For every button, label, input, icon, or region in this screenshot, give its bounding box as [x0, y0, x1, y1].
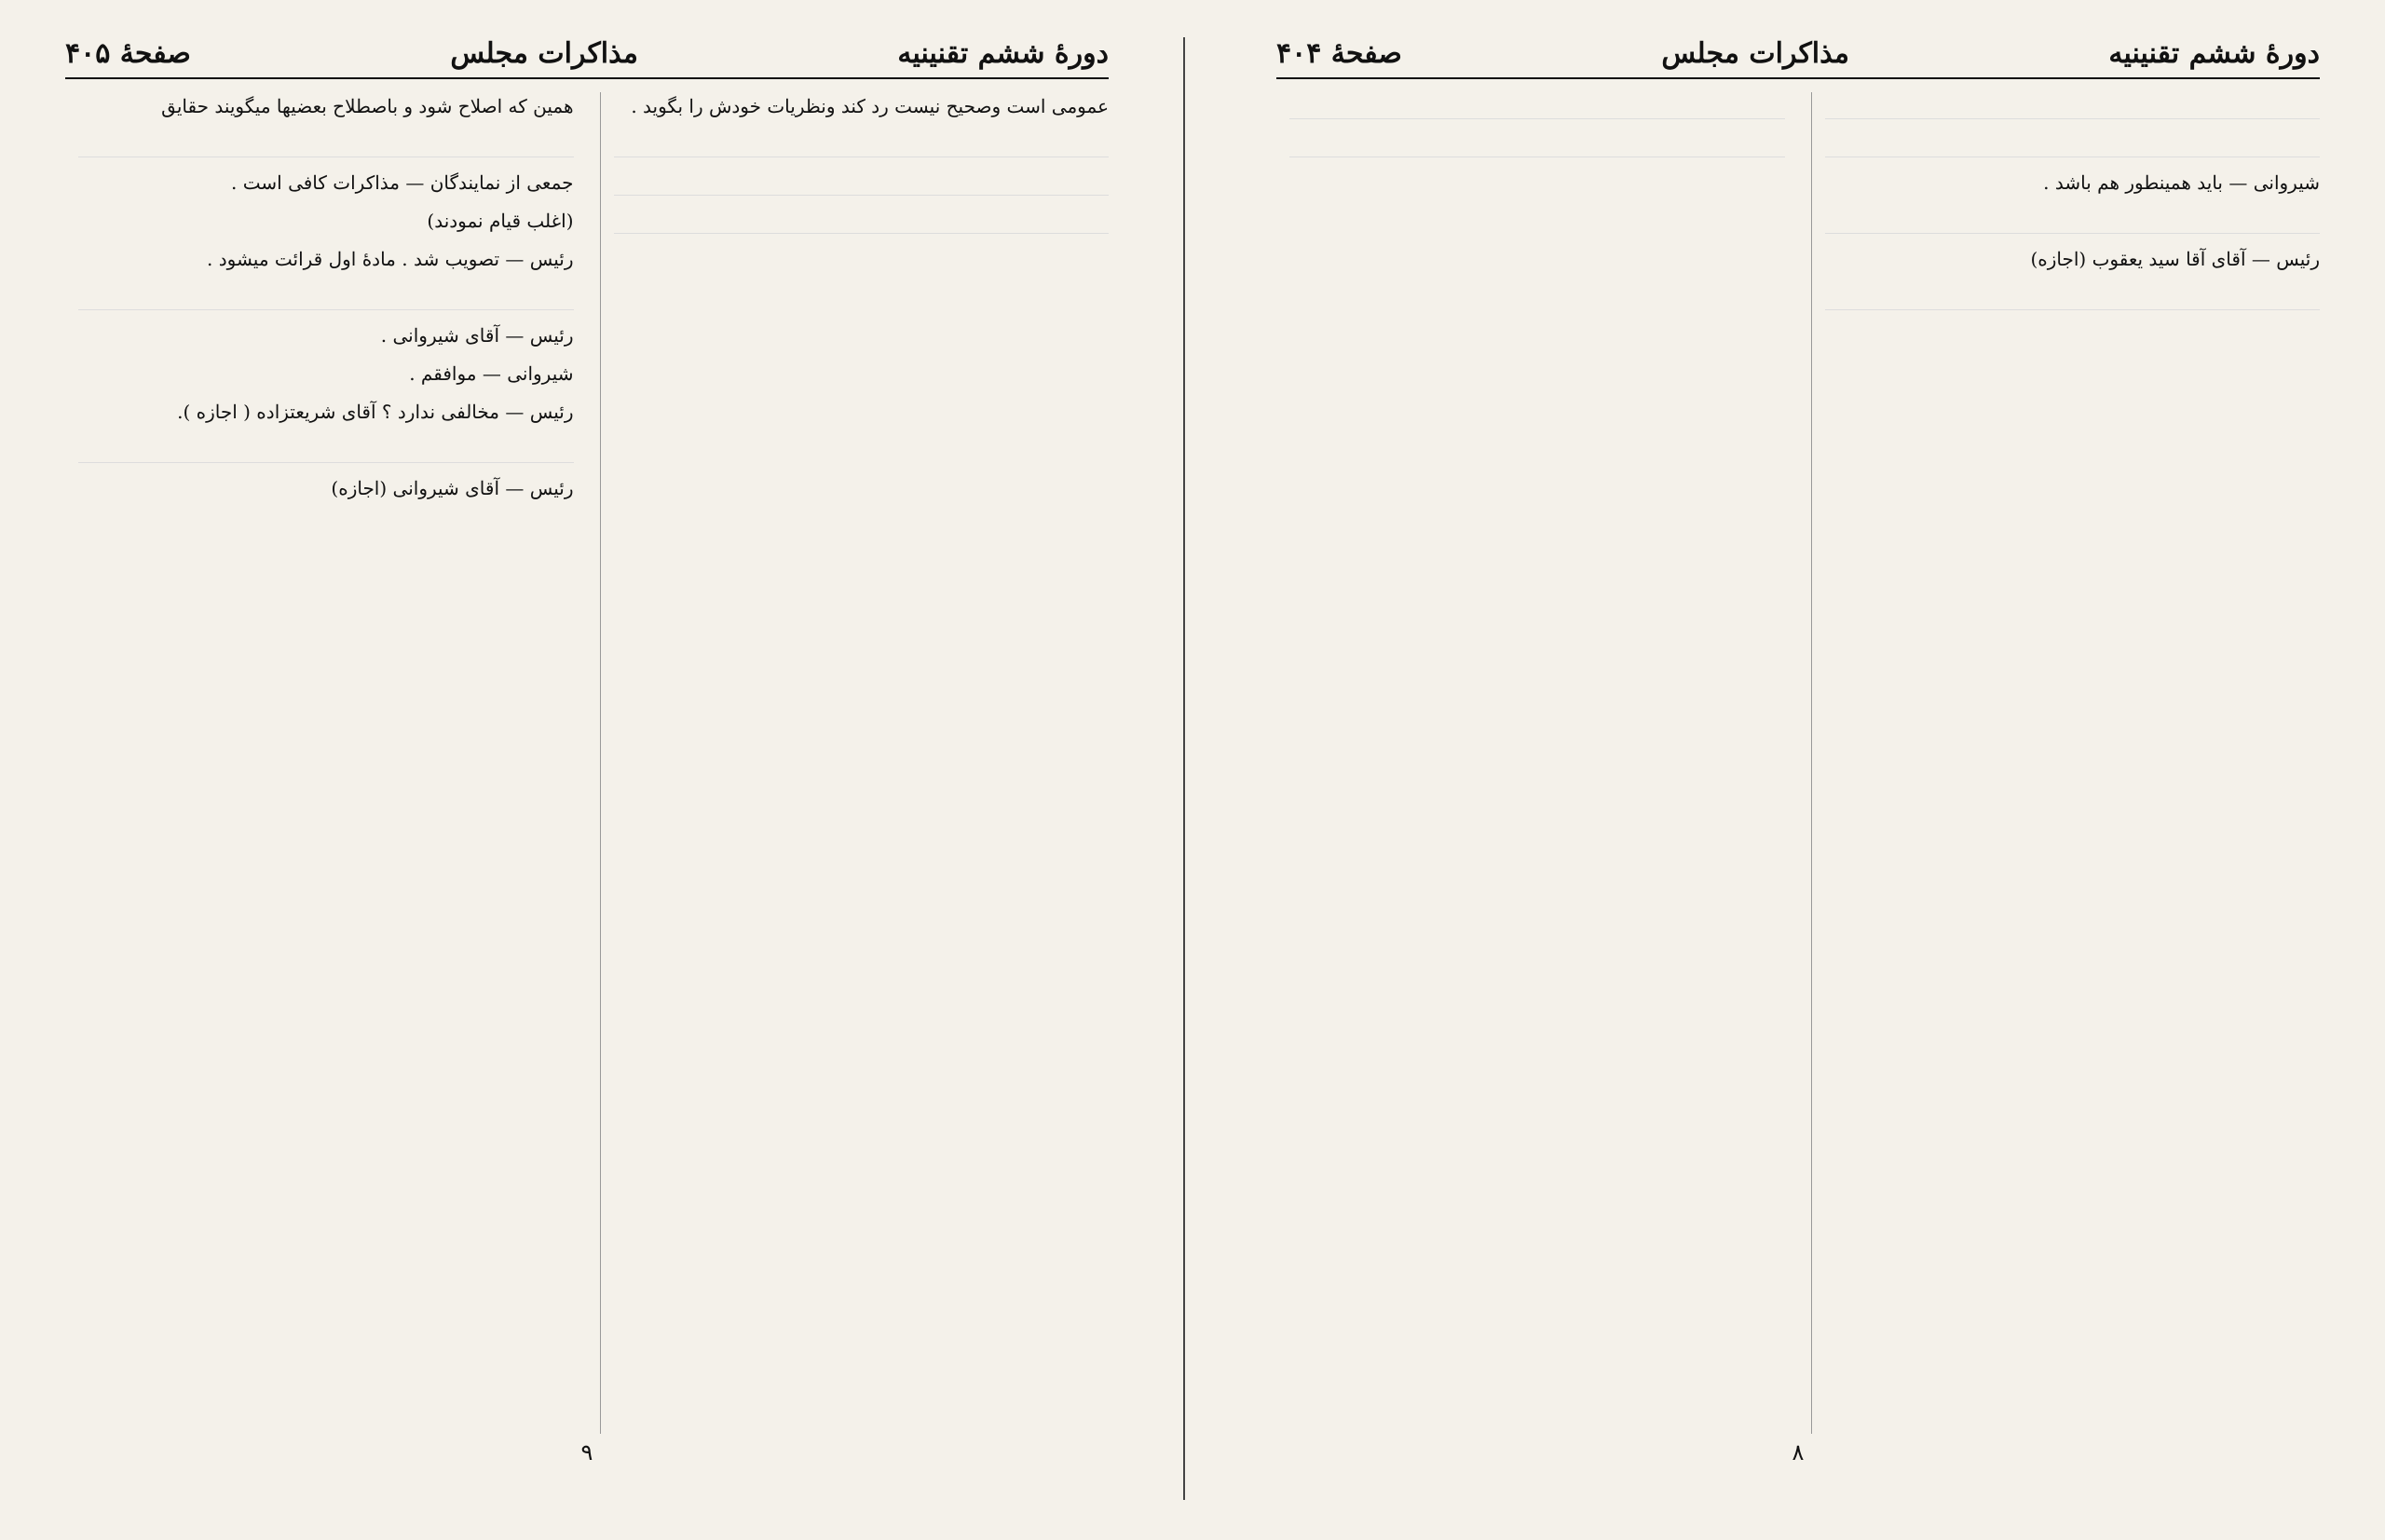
paragraph [614, 130, 1110, 159]
page-label: صفحهٔ ۴۰۵ [65, 37, 191, 70]
paragraph: رئیس — تصویب شد . مادهٔ اول قرائت میشود . [206, 248, 574, 270]
paragraph: رئیس — مخالفی ندارد ؟ آقای شریعتزاده ( اجازه ). [177, 401, 574, 423]
text-column [65, 92, 574, 1434]
page-label: صفحهٔ ۴۰۴ [1276, 37, 1402, 70]
paragraph [1825, 207, 2321, 236]
page-number: ۹ [580, 1439, 593, 1465]
running-title: مذاکرات مجلس [1661, 37, 1849, 70]
page-404 [1248, 37, 2348, 1500]
page-number: ۸ [1792, 1439, 1805, 1465]
paragraph [78, 436, 574, 465]
paragraph: عمومی است وصحیح نیست رد کند ونظریات خودش را بگوید . [631, 95, 1109, 117]
page-405 [37, 37, 1137, 1500]
text-column [1811, 92, 2321, 1434]
text-columns [1276, 92, 2320, 1434]
paragraph: رئیس — آقای آقا سید یعقوب (اجازه) [2030, 248, 2320, 270]
page-header [1276, 37, 2320, 79]
paragraph [614, 169, 1110, 198]
text-columns [65, 92, 1109, 1434]
paragraph [614, 207, 1110, 236]
series-title: دورهٔ ششم تقنینیه [2108, 37, 2320, 70]
paragraph [78, 283, 574, 312]
gutter-divider [1183, 37, 1204, 1500]
running-title: مذاکرات مجلس [450, 37, 638, 70]
paragraph: همین که اصلاح شود و باصطلاح بعضیها میگویند حقایق [161, 95, 574, 117]
paragraph: شیروانی — موافقم . [409, 362, 574, 385]
text-column [600, 92, 1110, 1434]
page-header [65, 37, 1109, 79]
paragraph [1289, 92, 1785, 121]
series-title: دورهٔ ششم تقنینیه [897, 37, 1109, 70]
paragraph [1825, 92, 2321, 121]
paragraph: رئیس — آقای شیروانی (اجازه) [331, 477, 574, 499]
paragraph: شیروانی — باید همینطور هم باشد . [2043, 171, 2320, 194]
paragraph [1825, 130, 2321, 159]
paragraph: (اغلب قیام نمودند) [427, 210, 574, 232]
paragraph: رئیس — آقای شیروانی . [380, 324, 574, 347]
paragraph: جمعی از نمایندگان — مذاکرات کافی است . [231, 171, 574, 194]
paragraph [1289, 130, 1785, 159]
text-column [1276, 92, 1785, 1434]
paragraph [78, 130, 574, 159]
paragraph [1825, 283, 2321, 312]
